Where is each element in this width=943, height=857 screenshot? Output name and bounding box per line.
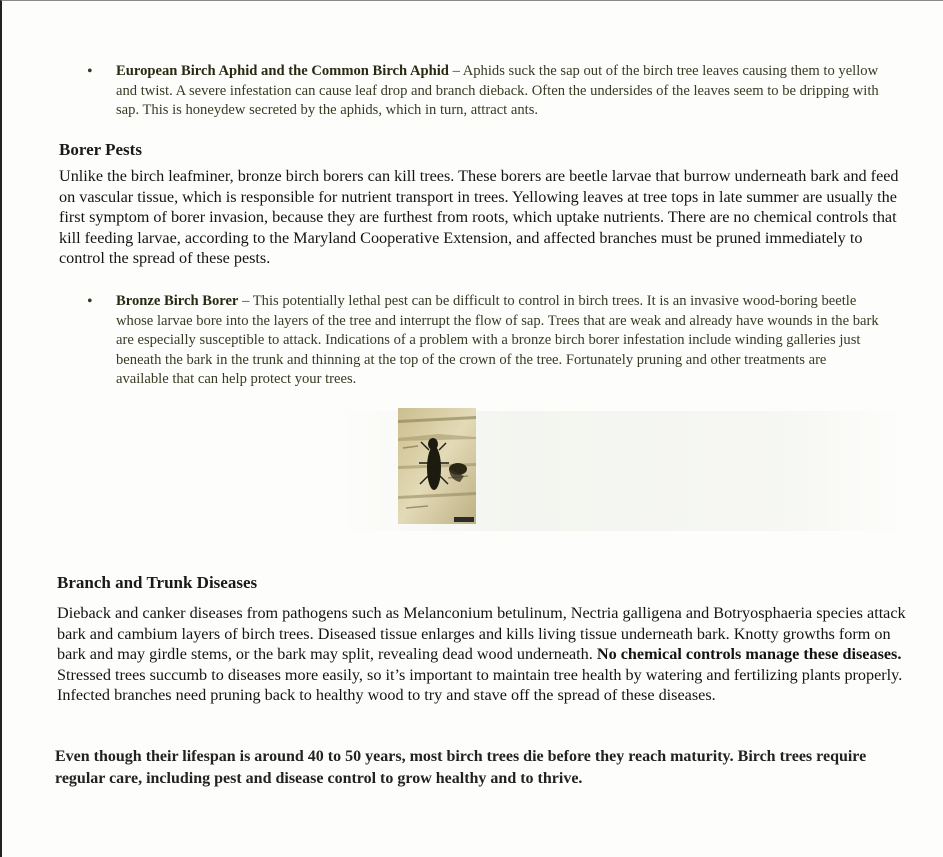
diseases-paragraph [57, 603, 907, 706]
bronze-borer-text: – This potentially lethal pest can be difficult to control in birch trees. It is an invasive wood-boring beetle whose larvae bore into the layers of the tree and interrupt the flow of sap. Trees that are weak and already have wounds in the bark are especially susceptible to attack. Indications of a problem with a bronze birch borer infestation include winding galleries just beneath the bark in the trunk and thinning at the top of the crown of the tree. Fortunately pruning and other treatments are available that can help protect your trees. [116, 293, 879, 388]
borer-pests-paragraph: Unlike the birch leafminer, bronze birch borers can kill trees. These borers are beetle larvae that burrow underneath bark and feed on vascular tissue, which is responsible for nutrient transport in trees. Yellowing leaves at tree tops in late summer are usually the first symptom of borer invasion, because they are furthest from roots, which uptake nutrients. There are no chemical controls that kill feeding larvae, according to the Maryland Cooperative Extension, and affected branches must be pruned immediately to control the spread of these pests. [59, 167, 899, 267]
aphid-title: European Birch Aphid and the Common Birch Aphid [116, 63, 449, 79]
beetle-on-bark-image [398, 408, 476, 524]
borer-photo [398, 408, 476, 524]
aphid-bullet [87, 62, 887, 121]
closing-statement: Even though their lifespan is around 40 to 50 years, most birch trees die before they reach maturity. Birch trees require regular care, including pest and disease control to grow healthy and to thrive. [55, 748, 867, 787]
aphid-text: – Aphids suck the sap out of the birch tree leaves causing them to yellow and twist. A severe infestation can cause leaf drop and branch dieback. Often the undersides of the leaves seem to be dripping with sap. This is honeydew secreted by the aphids, which in turn, attract ants. [116, 63, 879, 119]
borer-pests-heading: Borer Pests [59, 140, 142, 159]
diseases-text-part1: Dieback and canker diseases from pathogens such as Melanconium betulinum, Nectria galligena and Botryosphaeria species attack bark and cambium layers of birch trees. Diseased tissue enlarges and kills living tissue underneath bark. Knotty growths form on bark and may girdle stems, or the bark may split, revealing dead wood underneath. [57, 604, 906, 663]
bronze-borer-title: Bronze Birch Borer [116, 293, 239, 309]
bullet-icon: • [87, 293, 93, 310]
diseases-bold-statement: No chemical controls manage these diseases. [596, 645, 902, 663]
bronze-borer-bullet [87, 292, 882, 390]
diseases-text-part2: Stressed trees succumb to diseases more easily, so it’s important to maintain tree health by watering and fertilizing plants properly. Infected branches need pruning back to healthy wood to try and stave off the spread of these diseases. [57, 665, 903, 704]
bullet-icon: • [87, 63, 93, 80]
diseases-heading: Branch and Trunk Diseases [57, 573, 258, 592]
